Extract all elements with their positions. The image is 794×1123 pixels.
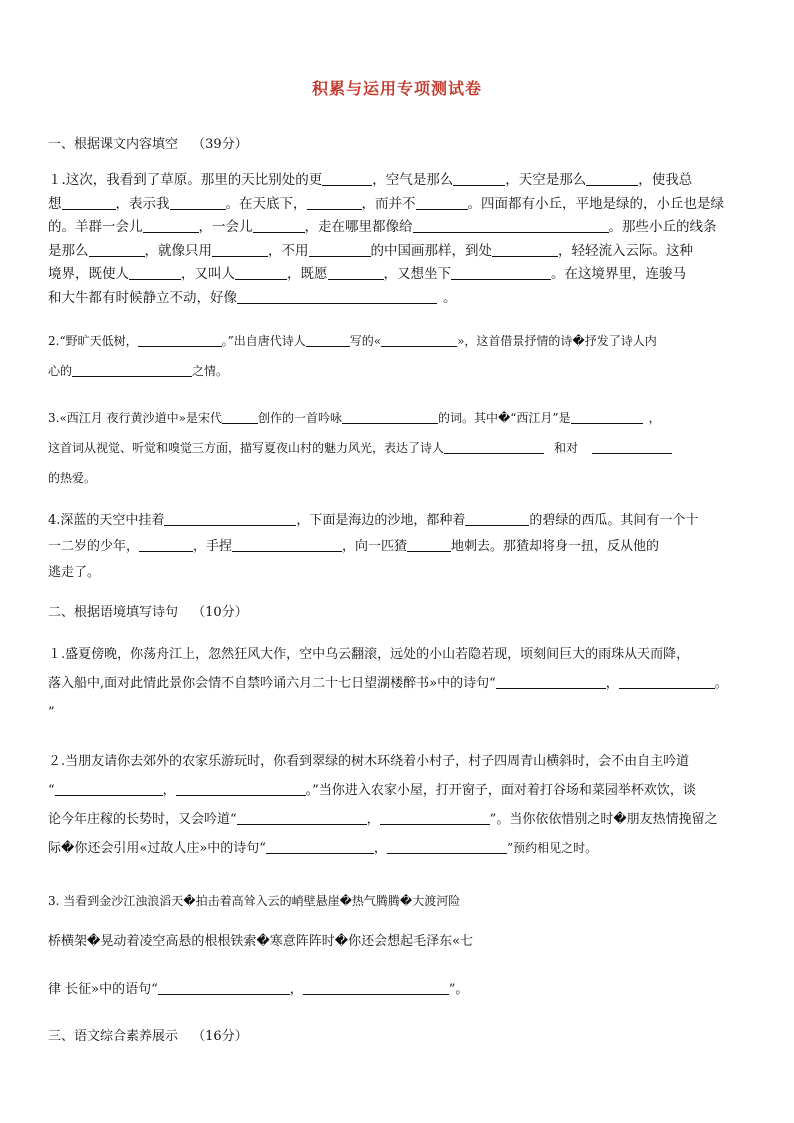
text: 晃动着凌空高悬的根根铁索 bbox=[100, 934, 257, 949]
text: ，轻轻流入云际。这种 bbox=[558, 242, 693, 259]
answer-blank[interactable] bbox=[586, 171, 638, 186]
text: 际 bbox=[48, 841, 62, 856]
text: ，既愿 bbox=[287, 266, 328, 282]
answer-blank[interactable] bbox=[492, 242, 558, 257]
question-1-2 bbox=[48, 326, 748, 386]
text: “ bbox=[48, 783, 55, 798]
question-2-3 bbox=[48, 890, 748, 914]
text: 2.“野旷天低树， bbox=[48, 334, 138, 348]
text: 朋友热情挽留之 bbox=[626, 812, 718, 827]
answer-blank[interactable] bbox=[158, 980, 290, 995]
text: 你还会引用«过故人庄»中的诗句“ bbox=[74, 841, 266, 856]
answer-blank[interactable] bbox=[170, 195, 226, 210]
text: 。 bbox=[443, 289, 457, 306]
text: 地刺去。那猹却将身一扭，反从他的 bbox=[451, 539, 660, 554]
replacement-glyph: � bbox=[572, 334, 585, 348]
text: 3. 当看到金沙江浊浪滔天 bbox=[48, 894, 184, 908]
answer-blank[interactable] bbox=[413, 218, 609, 233]
question-2-3-end bbox=[48, 978, 748, 1002]
answer-blank[interactable] bbox=[322, 171, 372, 186]
question-2-3-cont bbox=[48, 930, 748, 954]
text: 桥横架 bbox=[48, 934, 88, 949]
question-2-2 bbox=[48, 747, 748, 863]
answer-blank[interactable] bbox=[342, 409, 438, 424]
answer-blank[interactable] bbox=[453, 171, 505, 186]
text: ，走在哪里都像给 bbox=[304, 219, 413, 235]
text: 。四面都有小丘，平地是绿的，小丘也是绿 bbox=[467, 195, 724, 212]
section-2-score: （10分） bbox=[192, 605, 248, 620]
answer-blank[interactable] bbox=[237, 810, 367, 825]
question-2-1 bbox=[48, 640, 748, 727]
section-2-title: 二、根据语境填写诗句 bbox=[48, 605, 179, 620]
text: 律 长征»中的语句“ bbox=[48, 982, 158, 997]
section-3-title: 三、语文综合素养展示 bbox=[48, 1029, 179, 1044]
answer-blank[interactable] bbox=[129, 265, 181, 280]
answer-blank[interactable] bbox=[451, 265, 551, 280]
answer-blank[interactable] bbox=[222, 409, 258, 424]
text: 和大牛都有时候静立不动，好像 bbox=[48, 289, 237, 306]
text: 4.深蓝的天空中挂着 bbox=[48, 513, 165, 528]
text: ，使我总 bbox=[638, 172, 693, 188]
text: 逃走了。 bbox=[48, 565, 101, 580]
replacement-glyph: � bbox=[256, 934, 270, 949]
text: 。”当你进入农家小屋，打开窗子，面对着打谷场和菜园举杯欢饮，谈 bbox=[305, 783, 696, 798]
text: ２.当朋友请你去郊外的农家乐游玩时，你看到翠绿的树木环绕着小村子，村子四周青山横斜时，会不由自主吟道 bbox=[48, 754, 690, 769]
text: ，一会儿 bbox=[198, 219, 253, 235]
section-2-heading bbox=[48, 601, 248, 620]
text: ，手捏 bbox=[193, 539, 233, 554]
text: ， bbox=[373, 841, 387, 856]
text: ”。 bbox=[448, 982, 469, 997]
text: 心的 bbox=[48, 364, 73, 378]
answer-blank[interactable] bbox=[416, 195, 468, 210]
text: 的中国画那样，到处 bbox=[370, 242, 492, 259]
section-3-score: （16分） bbox=[192, 1029, 248, 1044]
text: 之情。 bbox=[192, 364, 229, 378]
answer-blank[interactable] bbox=[138, 332, 222, 347]
text: １.这次，我看到了草原。那里的天比别处的更 bbox=[48, 172, 323, 188]
answer-blank[interactable] bbox=[619, 674, 715, 689]
answer-blank[interactable] bbox=[306, 332, 350, 347]
replacement-glyph: � bbox=[183, 894, 196, 908]
answer-blank[interactable] bbox=[253, 218, 305, 233]
text: »，这首借景抒情的诗 bbox=[457, 334, 573, 348]
replacement-glyph: � bbox=[497, 411, 511, 425]
text: “西江月”是 bbox=[510, 411, 571, 425]
answer-blank[interactable] bbox=[303, 980, 449, 995]
text: 落入船中,面对此情此景你会情不自禁吟诵六月二十七日望湖楼醉书»中的诗句“ bbox=[48, 676, 496, 691]
question-1-1 bbox=[48, 169, 748, 310]
section-1-heading bbox=[48, 133, 248, 152]
answer-blank[interactable] bbox=[307, 195, 362, 210]
text: ，又叫人 bbox=[181, 266, 235, 282]
answer-blank[interactable] bbox=[164, 511, 296, 526]
answer-blank[interactable] bbox=[380, 810, 490, 825]
text: 的词。其中 bbox=[437, 411, 498, 425]
text: 你还会想起毛泽东«七 bbox=[348, 934, 474, 949]
text: ，向一匹猹 bbox=[342, 539, 408, 554]
text: 。”出自唐代诗人 bbox=[221, 334, 306, 348]
answer-blank[interactable] bbox=[176, 781, 306, 796]
replacement-glyph: � bbox=[339, 894, 352, 908]
text: ”预约相见之时。 bbox=[506, 841, 598, 855]
text: 。在这境界里，连骏马 bbox=[551, 266, 686, 282]
text: 的碧绿的西瓜。其间有一个十 bbox=[529, 513, 699, 528]
text: ，而并不 bbox=[361, 195, 416, 212]
text: 。 bbox=[714, 676, 728, 691]
answer-blank[interactable] bbox=[89, 242, 145, 257]
answer-blank[interactable] bbox=[62, 195, 116, 210]
answer-blank[interactable] bbox=[235, 265, 287, 280]
answer-blank[interactable] bbox=[444, 439, 544, 454]
answer-blank[interactable] bbox=[496, 674, 606, 689]
question-1-4 bbox=[48, 508, 748, 586]
text: 大渡河险 bbox=[412, 894, 461, 908]
answer-blank[interactable] bbox=[571, 409, 643, 424]
text: ，不用 bbox=[268, 242, 309, 259]
text: 论今年庄稼的长势时，又会吟道“ bbox=[48, 812, 237, 827]
text: 写的« bbox=[349, 334, 382, 348]
text: 是那么 bbox=[48, 242, 89, 259]
question-1-3 bbox=[48, 403, 748, 493]
replacement-glyph: � bbox=[334, 934, 349, 949]
page-title: 积累与运用专项测试卷 bbox=[311, 79, 482, 98]
answer-blank[interactable] bbox=[212, 242, 268, 257]
text: ” bbox=[48, 705, 55, 720]
text: 。那些小丘的线条 bbox=[608, 219, 717, 235]
replacement-glyph: � bbox=[61, 841, 75, 856]
text: 的。羊群一会儿 bbox=[48, 219, 143, 235]
text: ，表示我 bbox=[115, 195, 170, 212]
text: 热气腾腾 bbox=[351, 894, 400, 908]
text: 抒发了诗人内 bbox=[584, 334, 657, 348]
answer-blank[interactable] bbox=[143, 218, 199, 233]
answer-blank[interactable] bbox=[381, 332, 457, 347]
answer-blank[interactable] bbox=[407, 537, 451, 552]
answer-blank[interactable] bbox=[592, 439, 672, 454]
text: ，空气是那么 bbox=[372, 172, 454, 188]
answer-blank[interactable] bbox=[232, 537, 342, 552]
text: ， bbox=[605, 676, 619, 691]
answer-blank[interactable] bbox=[237, 289, 437, 304]
text: 一二岁的少年， bbox=[48, 539, 140, 554]
text: 寒意阵阵时 bbox=[269, 934, 335, 949]
text: ”。当你依依惜别之时 bbox=[489, 812, 614, 827]
answer-blank[interactable] bbox=[55, 781, 163, 796]
text: ， bbox=[289, 982, 303, 997]
answer-blank[interactable] bbox=[139, 537, 193, 552]
text: 创作的一首吟咏 bbox=[257, 411, 342, 425]
text: ，天空是那么 bbox=[505, 172, 587, 188]
text: ，就像只用 bbox=[144, 242, 212, 259]
text: 境界，既使人 bbox=[48, 266, 129, 282]
text: 拍击着高耸入云的峭壁悬崖 bbox=[195, 894, 340, 908]
section-3-heading bbox=[48, 1025, 248, 1044]
answer-blank[interactable] bbox=[328, 265, 384, 280]
replacement-glyph: � bbox=[399, 894, 413, 908]
text: 这首词从视觉、听觉和嗅觉三方面，描写夏夜山村的魅力风光，表达了诗人 bbox=[48, 441, 445, 455]
section-1-title: 一、根据课文内容填空 bbox=[48, 137, 179, 152]
text: ，下面是海边的沙地，都种着 bbox=[296, 513, 466, 528]
section-1-score: （39分） bbox=[192, 137, 248, 152]
answer-blank[interactable] bbox=[72, 362, 192, 377]
text: ， bbox=[162, 783, 176, 798]
text: 3.«西江月 夜行黄沙道中»是宋代 bbox=[48, 411, 222, 425]
text: ， bbox=[648, 411, 661, 425]
text: 的热爱。 bbox=[48, 471, 97, 485]
answer-blank[interactable] bbox=[387, 839, 507, 854]
text: ， bbox=[366, 812, 380, 827]
text: 。在天底下， bbox=[225, 195, 307, 212]
answer-blank[interactable] bbox=[309, 242, 371, 257]
replacement-glyph: � bbox=[87, 934, 101, 949]
text: 和对 bbox=[554, 441, 579, 455]
text: 想 bbox=[48, 195, 62, 212]
text: ，又想坐下 bbox=[383, 266, 451, 282]
replacement-glyph: � bbox=[613, 812, 627, 827]
answer-blank[interactable] bbox=[266, 839, 374, 854]
text: １.盛夏傍晚，你荡舟江上，忽然狂风大作，空中乌云翻滚，远处的小山若隐若现，顷刻间巨大的雨珠从天而降， bbox=[48, 647, 690, 662]
answer-blank[interactable] bbox=[465, 511, 529, 526]
